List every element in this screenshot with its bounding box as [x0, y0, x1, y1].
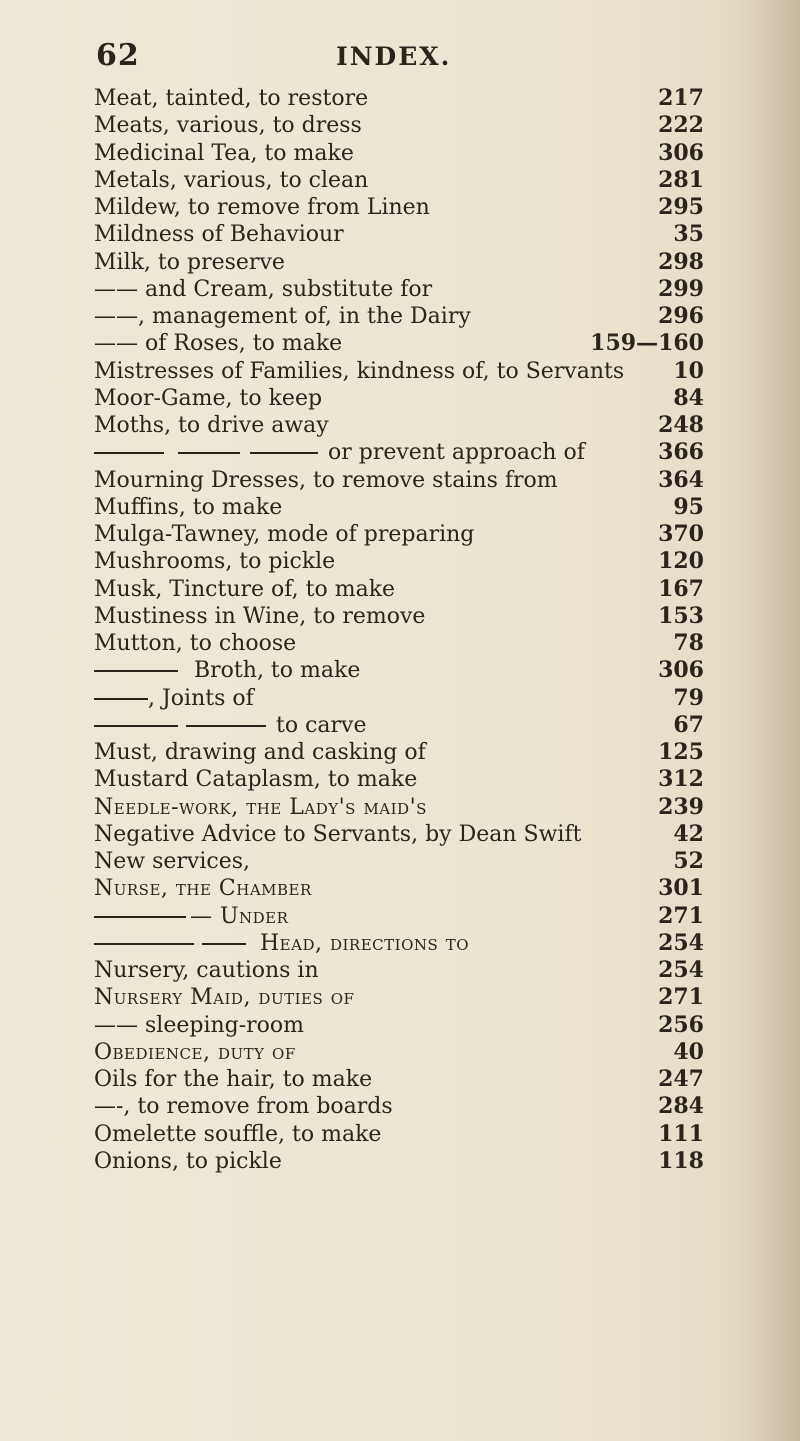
index-entry [94, 984, 754, 1011]
entry-text: Onions, to pickle [94, 1148, 282, 1174]
entry-text: —— sleeping-room [94, 1012, 305, 1038]
index-entry [94, 875, 754, 902]
entry-page: 153 [658, 602, 704, 629]
entry-page: 295 [658, 194, 704, 220]
entry-text: Mildew, to remove from Linen [94, 195, 430, 220]
entry-page: 271 [658, 902, 704, 929]
entry-page: 256 [658, 1011, 704, 1038]
index-entry [94, 630, 754, 657]
index-entry [94, 249, 754, 276]
entry-text: ——, management of, in the Dairy [94, 304, 471, 329]
index-entry [94, 358, 754, 385]
entry-page: 296 [658, 303, 704, 329]
index-entry [94, 1012, 754, 1039]
entry-text: Moor-Game, to keep [94, 385, 323, 411]
entry-text: Mutton, to choose [94, 631, 297, 656]
ditto-rule [94, 698, 148, 700]
entry-text: Nursery, cautions in [94, 958, 319, 983]
entry-page: 248 [658, 412, 704, 438]
entry-text: , Joints of [148, 685, 254, 711]
entry-page: 78 [673, 630, 704, 656]
entry-page: 159—160 [590, 330, 704, 357]
ditto-rule [186, 725, 266, 727]
entry-text: to carve [276, 712, 367, 738]
entry-text: Mourning Dresses, to remove stains from [94, 467, 558, 493]
index-entry [94, 739, 754, 766]
entry-text: — Under [190, 903, 289, 929]
entry-page: 222 [658, 112, 704, 139]
index-entry [94, 194, 754, 221]
entry-page: 217 [658, 85, 704, 111]
ditto-rule [202, 943, 246, 945]
index-entry [94, 957, 754, 984]
entry-page: 10 [673, 357, 704, 384]
entry-page: 52 [673, 848, 704, 874]
entry-text: Omelette souffle, to make [94, 1121, 382, 1147]
entry-text: Milk, to preserve [94, 249, 285, 275]
entry-text: Mushrooms, to pickle [94, 549, 336, 575]
entry-page: 254 [658, 929, 704, 956]
entry-page: 120 [658, 548, 704, 575]
entry-text: Mistresses of Families, kindness of, to Servants [94, 358, 625, 384]
index-entry [94, 685, 754, 712]
entry-page: 301 [658, 875, 704, 902]
index-entry [94, 603, 754, 630]
entry-page: 67 [673, 711, 704, 738]
page-header [96, 38, 696, 78]
entry-text: Musk, Tincture of, to make [94, 576, 396, 602]
ditto-rule [94, 452, 164, 454]
index-entry [94, 548, 754, 575]
index-entry [94, 794, 754, 821]
entry-page: 298 [658, 248, 704, 275]
entry-page: 306 [658, 139, 704, 166]
entry-text: Head, directions to [260, 930, 470, 956]
entry-page: 79 [673, 684, 704, 711]
ditto-rule [94, 670, 178, 672]
entry-page: 95 [673, 493, 704, 520]
entry-text: Nurse, the Chamber [94, 876, 312, 902]
entry-text: Oils for the hair, to make [94, 1067, 373, 1092]
entry-page: 118 [658, 1147, 704, 1174]
index-entry [94, 385, 754, 412]
entry-page: 254 [658, 957, 704, 983]
entry-page: 284 [658, 1093, 704, 1120]
entry-page: 306 [658, 657, 704, 684]
index-entry [94, 112, 754, 139]
index-entry [94, 712, 754, 739]
entry-text: Nursery Maid, duties of [94, 985, 355, 1011]
entry-text: Must, drawing and casking of [94, 740, 426, 765]
index-entry [94, 521, 754, 548]
entry-text: Meat, tainted, to restore [94, 86, 369, 111]
entry-text: Negative Advice to Servants, by Dean Swift [94, 821, 582, 847]
index-entry [94, 821, 754, 848]
entry-page: 247 [658, 1066, 704, 1092]
index-entry [94, 1066, 754, 1093]
entry-page: 125 [658, 739, 704, 765]
index-entry [94, 657, 754, 684]
index-entry [94, 412, 754, 439]
ditto-rule [178, 452, 240, 454]
index-entry [94, 576, 754, 603]
index-entry [94, 140, 754, 167]
entry-page: 84 [673, 384, 704, 411]
page-number: 62 [96, 38, 140, 73]
index-entry [94, 303, 754, 330]
entry-text: —-, to remove from boards [94, 1094, 393, 1120]
index-entries [94, 85, 754, 1175]
entry-text: Mustard Cataplasm, to make [94, 767, 418, 793]
entry-page: 167 [658, 575, 704, 602]
entry-page: 42 [673, 820, 704, 847]
index-entry [94, 167, 754, 194]
index-entry [94, 221, 754, 248]
index-entry [94, 467, 754, 494]
entry-text: Meats, various, to dress [94, 113, 362, 139]
entry-text: or prevent approach of [328, 440, 585, 466]
ditto-rule [94, 725, 178, 727]
entry-page: 40 [673, 1038, 704, 1065]
index-entry [94, 1093, 754, 1120]
index-entry [94, 903, 754, 930]
entry-text: New services, [94, 849, 251, 874]
index-entry [94, 930, 754, 957]
index-entry [94, 330, 754, 357]
entry-text: Mustiness in Wine, to remove [94, 603, 426, 629]
entry-page: 239 [658, 793, 704, 820]
entry-page: 271 [658, 984, 704, 1011]
entry-page: 366 [658, 439, 704, 466]
index-entry [94, 1121, 754, 1148]
entry-page: 35 [673, 221, 704, 248]
entry-text: —— and Cream, substitute for [94, 276, 433, 302]
index-entry [94, 1148, 754, 1175]
index-entry [94, 494, 754, 521]
entry-page: 370 [658, 521, 704, 547]
entry-text: —— of Roses, to make [94, 331, 343, 357]
entry-text: Moths, to drive away [94, 413, 329, 438]
entry-text: Obedience, duty of [94, 1039, 296, 1065]
entry-text: Muffins, to make [94, 494, 283, 520]
index-entry [94, 439, 754, 466]
index-entry [94, 766, 754, 793]
entry-page: 111 [658, 1120, 704, 1147]
ditto-rule [94, 943, 194, 945]
ditto-rule [94, 916, 186, 918]
entry-text: Mulga-Tawney, mode of preparing [94, 522, 475, 547]
running-head: INDEX. [336, 42, 452, 71]
index-entry [94, 85, 754, 112]
entry-text: Mildness of Behaviour [94, 222, 344, 248]
entry-text: Medicinal Tea, to make [94, 140, 354, 166]
index-entry [94, 276, 754, 303]
entry-page: 364 [658, 466, 704, 493]
entry-text: Broth, to make [194, 658, 361, 684]
entry-page: 299 [658, 275, 704, 302]
index-entry [94, 848, 754, 875]
entry-text: Needle-work, the Lady's maid's [94, 794, 427, 820]
index-entry [94, 1039, 754, 1066]
entry-page: 312 [658, 766, 704, 793]
entry-page: 281 [658, 166, 704, 193]
ditto-rule [250, 452, 318, 454]
entry-text: Metals, various, to clean [94, 167, 369, 193]
